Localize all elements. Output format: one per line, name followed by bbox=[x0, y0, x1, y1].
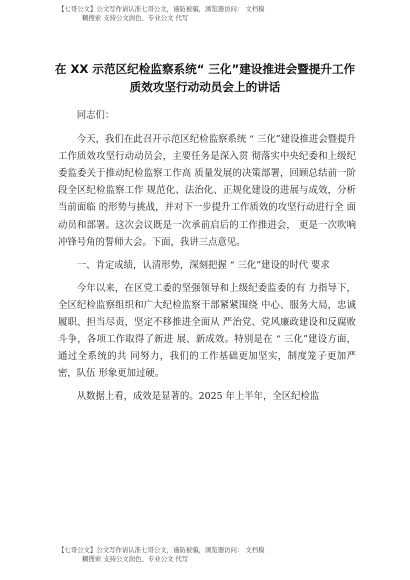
section-heading-1: 一、肯定成绩，认清形势，深刻把握 “ 三化”建设的时代 要求 bbox=[76, 259, 330, 271]
paragraph-achievements: 今年以来，在区党工委的坚强领导和上级纪委监委的有 力指导下，全区纪检监察组织和广大纪检监察干部紧紧围绕 中心、服务大局，忠诚履职、担当尽责，坚定不移推进全面从 严治党、党风廉政建设和反腐败斗争，各项工作取得了新进 展、新成效。特别是在 “ 三化”建设方面，通过全系统的共 同努力，我们的工作基础更加坚实，制度笼子更加严密，队伍 形象更加过硬。 bbox=[58, 282, 356, 380]
footer-notice-line1: 【七哥公文】公文写作请认准七哥公文，谨防被骗，浏览器访问： 文档模 bbox=[58, 546, 265, 554]
title-line1: 在 XX 示范区纪检监察系统“ 三化”建设推进会暨提升工作 bbox=[54, 62, 356, 76]
header-notice-line1: 【七哥公文】公文写作请认准七哥公文，谨防被骗，浏览器访问： 文档模 bbox=[58, 5, 265, 13]
header-notice-line2: 糊搜索 支持公文润色、专业公文 代写 bbox=[82, 14, 189, 22]
footer-notice bbox=[58, 546, 358, 564]
footer-notice-line2: 糊搜索 支持公文润色、专业公文 代写 bbox=[82, 555, 189, 563]
salutation: 同志们： bbox=[76, 110, 115, 121]
paragraph-data: 从数据上看，成效是显著的。2025 年上半年，全区纪检监 bbox=[76, 391, 320, 403]
header-notice bbox=[58, 5, 358, 23]
document-body bbox=[58, 107, 356, 406]
paragraph-intro: 今天，我们在此召开示范区纪检监察系统 “ 三化”建设推进会暨提升工作质效攻坚行动动员会，主要任务是深入贯 彻落实中央纪委和上级纪委监委关于推动纪检监察工作高 质量发展的决策部署，回顾总结前一阶段全区纪检监察工作 规范化、法治化、正规化建设的进展与成效，分析当前面临 的形势与挑战，并对下一步提升工作质效的攻坚行动进行全 面动员和部署。这次会议既是一次承前启后的工作推进会， 更是一次吹响冲锋号角的誓师大会。下面，我讲三点意见。 bbox=[58, 134, 356, 248]
document-title bbox=[38, 60, 372, 96]
title-line2: 质效攻坚行动动员会上的讲话 bbox=[129, 80, 281, 94]
